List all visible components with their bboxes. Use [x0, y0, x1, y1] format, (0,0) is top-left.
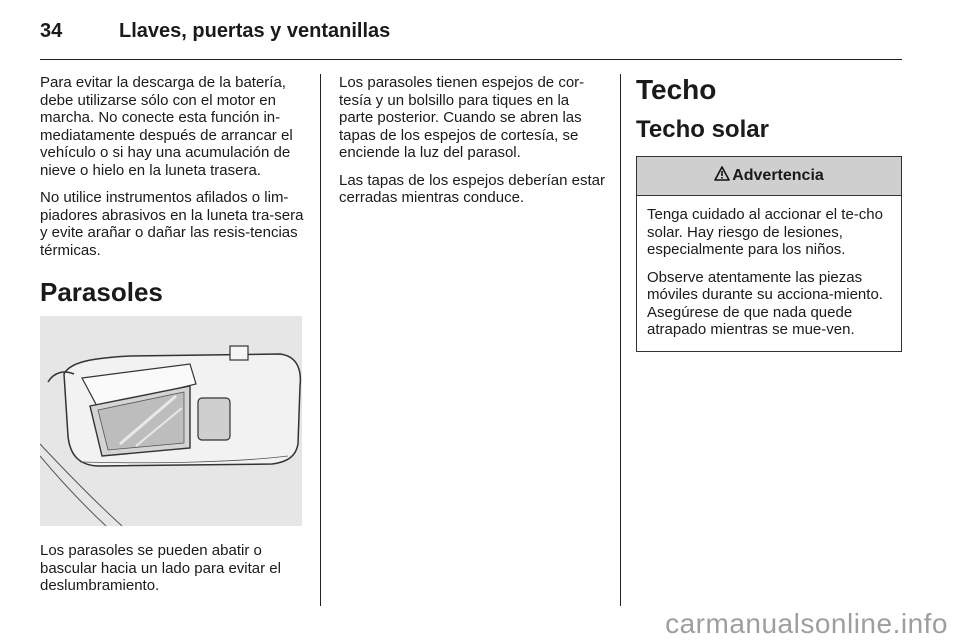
paragraph: Observe atentamente las piezas móviles durante su acciona-miento. Asegúrese de que nada quede atrapado mientras se mue-ven. [647, 268, 883, 338]
warning-box [636, 156, 902, 352]
warning-header [637, 157, 901, 196]
paragraph: Los parasoles tienen espejos de cor-tesía y un bolsillo para tiques en la parte posterior. Cuando se abren las tapas de los espejos de cortesía, se enciende la luz del parasol. [339, 74, 585, 161]
warning-triangle-icon [714, 166, 730, 186]
page-number: 34 [40, 20, 63, 42]
column-divider [620, 74, 621, 606]
sun-visor-illustration [40, 316, 302, 526]
paragraph: No utilice instrumentos afilados o lim-piadores abrasivos en la luneta tra-sera y evite arañar o dañar las resis-tencias térmicas. [40, 189, 304, 259]
section-title: Techo [636, 74, 717, 105]
subsection-title: Techo solar [636, 116, 769, 143]
chapter-title: Llaves, puertas y ventanillas [119, 20, 391, 42]
column-left [40, 74, 304, 307]
page-header [40, 14, 902, 50]
watermark: carmanualsonline.info [665, 608, 948, 639]
warning-body [637, 196, 901, 351]
warning-label: Advertencia [732, 167, 824, 184]
paragraph: Para evitar la descarga de la batería, debe utilizarse sólo con el motor en marcha. No conecte esta función in-mediatamente después de arrancar el vehículo o si hay una acumulación de nieve o hielo en la luneta trasera. [40, 74, 293, 179]
header-divider [40, 59, 902, 60]
column-divider [320, 74, 321, 606]
paragraph: Las tapas de los espejos deberían estar cerradas mientras conduce. [339, 171, 606, 206]
paragraph: Tenga cuidado al accionar el te-cho solar. Hay riesgo de lesiones, especialmente para los niños. [647, 206, 883, 258]
figure-caption: Los parasoles se pueden abatir o bascular hacia un lado para evitar el deslumbramiento. [40, 542, 281, 594]
section-title: Parasoles [40, 277, 163, 307]
sun-visor-drawing [40, 316, 302, 526]
column-middle [339, 74, 607, 217]
column-right [636, 74, 902, 352]
